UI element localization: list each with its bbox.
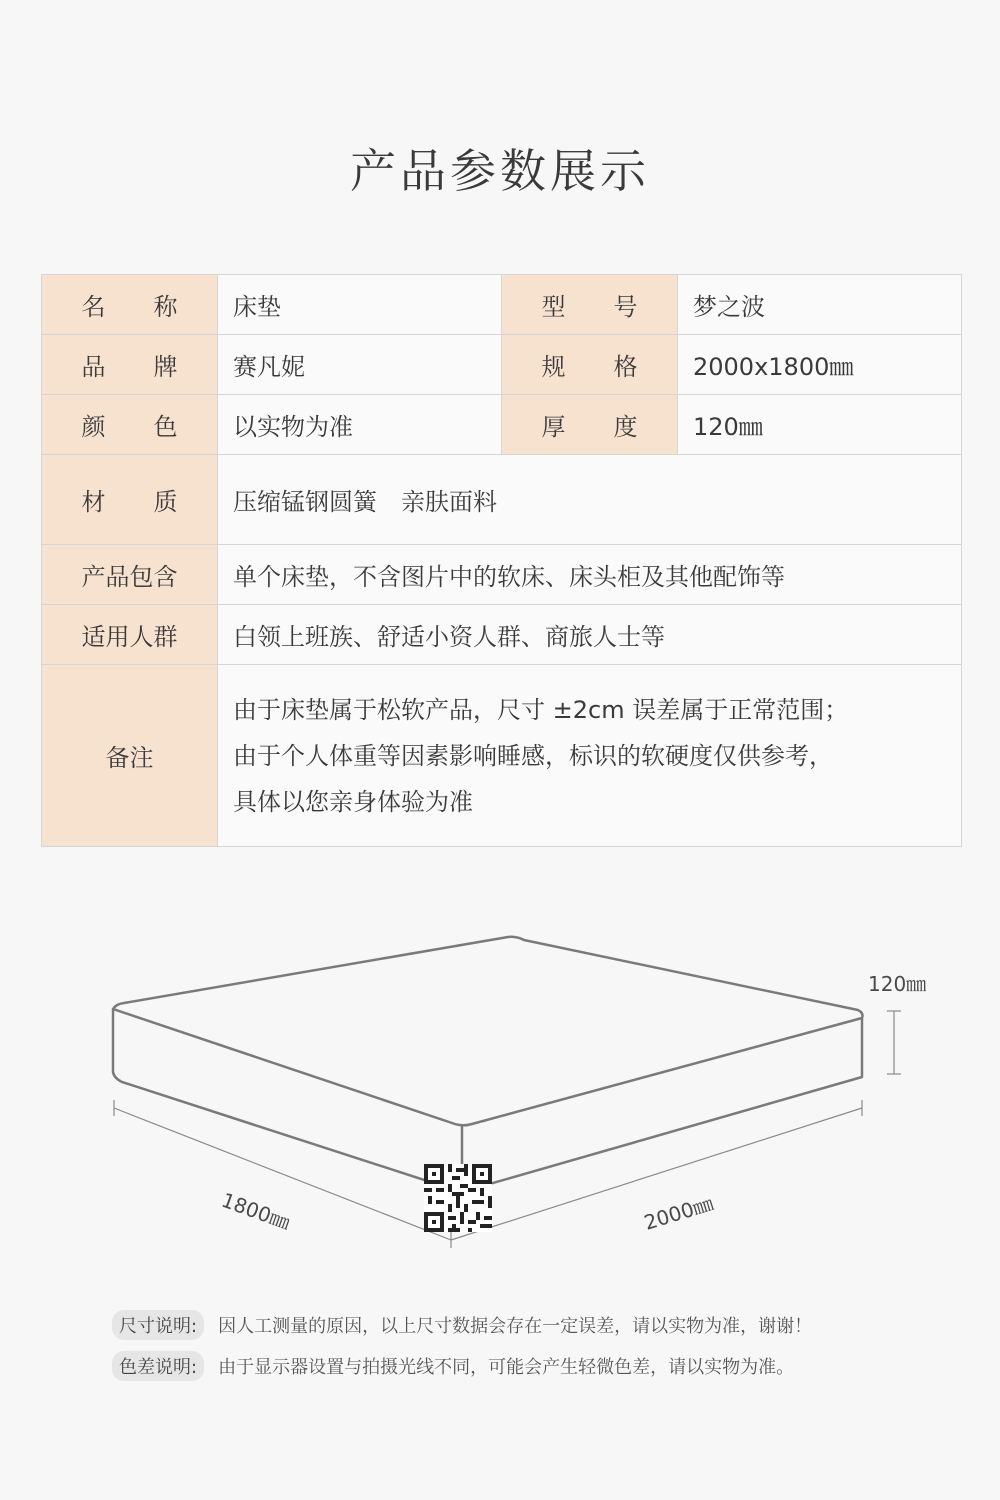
- spec-value: 2000x1800㎜: [678, 335, 962, 395]
- size-note-badge: 尺寸说明:: [112, 1310, 204, 1340]
- includes-value: 单个床垫，不含图片中的软床、床头柜及其他配饰等: [218, 545, 962, 605]
- mattress-top-face: [113, 937, 863, 1125]
- table-row: [42, 665, 962, 847]
- color-label: 颜 色: [42, 395, 218, 455]
- table-row: [42, 335, 962, 395]
- color-note-badge: 色差说明:: [112, 1351, 204, 1381]
- includes-label: 产品包含: [42, 545, 218, 605]
- width-label: 1800㎜: [218, 1187, 294, 1235]
- table-row: [42, 395, 962, 455]
- table-row: [42, 605, 962, 665]
- spec-label: 规 格: [502, 335, 678, 395]
- notes-value: [218, 665, 962, 847]
- thickness-value: 120㎜: [678, 395, 962, 455]
- qr-code-icon: [424, 1164, 492, 1232]
- table-row: [42, 275, 962, 335]
- page-title: 产品参数展示: [350, 144, 650, 198]
- color-value: 以实物为准: [218, 395, 502, 455]
- notes-line: 由于个人体重等因素影响睡感，标识的软硬度仅供参考，: [233, 741, 833, 770]
- notes-label: 备注: [42, 665, 218, 847]
- audience-label: 适用人群: [42, 605, 218, 665]
- size-note-text: 因人工测量的原因，以上尺寸数据会存在一定误差，请以实物为准，谢谢！: [218, 1316, 813, 1337]
- name-value: 床垫: [218, 275, 502, 335]
- table-row: [42, 455, 962, 545]
- thickness-label: 厚 度: [502, 395, 678, 455]
- material-value: 压缩锰钢圆簧 亲肤面料: [218, 455, 962, 545]
- material-label: 材 质: [42, 455, 218, 545]
- notes-line: 由于床垫属于松软产品，尺寸 ±2cm 误差属于正常范围；: [233, 695, 849, 724]
- table-row: [42, 545, 962, 605]
- mattress-diagram: [0, 900, 1000, 1260]
- notes-line: 具体以您亲身体验为准: [233, 787, 473, 816]
- name-label: 名 称: [42, 275, 218, 335]
- color-note-text: 由于显示器设置与拍摄光线不同，可能会产生轻微色差，请以实物为准。: [218, 1357, 795, 1378]
- model-label: 型 号: [502, 275, 678, 335]
- length-label: 2000㎜: [641, 1191, 716, 1235]
- brand-label: 品 牌: [42, 335, 218, 395]
- audience-value: 白领上班族、舒适小资人群、商旅人士等: [218, 605, 962, 665]
- color-note: [112, 1351, 794, 1381]
- size-note: [112, 1310, 812, 1340]
- params-table: [41, 274, 962, 847]
- model-value: 梦之波: [678, 275, 962, 335]
- brand-value: 赛凡妮: [218, 335, 502, 395]
- height-label: 120㎜: [868, 972, 927, 996]
